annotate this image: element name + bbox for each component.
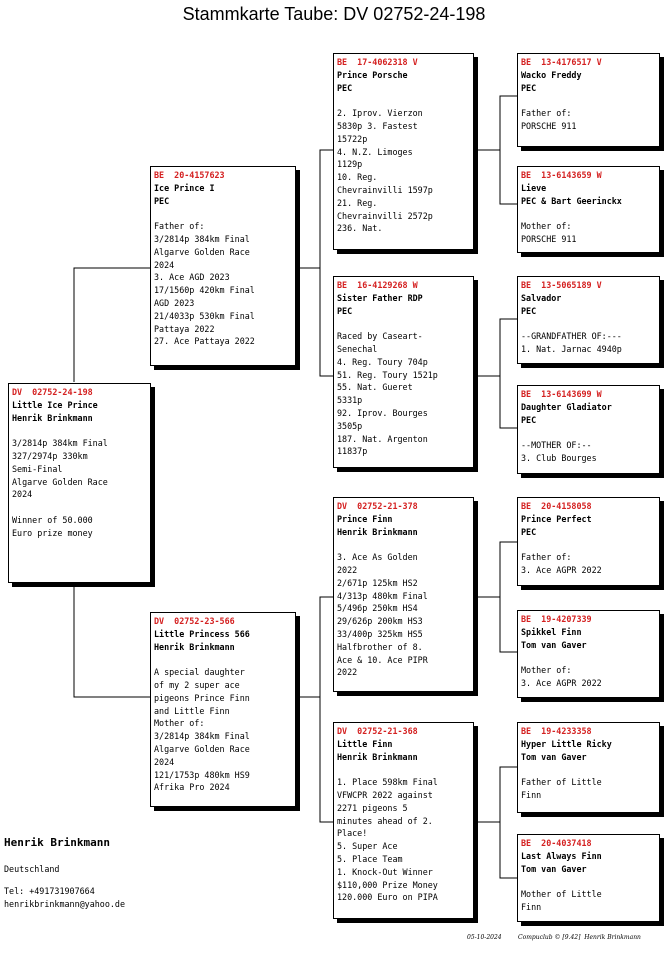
ring-number: BE 17-4062318 V [337,57,418,67]
ring-number: DV 02752-21-368 [337,726,418,736]
pigeon-owner: PEC [154,195,170,206]
ring-number: BE 20-4157623 [154,170,225,180]
pigeon-notes: A special daughter of my 2 super ace pigeons Prince Finn and Little Finn Mother of: 3/2814p 384km Final Algarve Golden Race 2024 121/1753p 480km HS9 Afrika Pro 2024 [154,667,250,793]
pigeon-name: Lieve [521,182,547,193]
pigeon-owner: PEC & Bart Geerinckx [521,195,622,206]
great-grandparent-mfm-card[interactable] [517,610,660,698]
pigeon-owner: PEC [521,526,537,537]
pigeon-name: Spikkel Finn [521,626,582,637]
paternal-grandfather-card[interactable] [333,53,474,250]
pigeon-name: Sister Father RDP [337,292,423,303]
mother-card[interactable] [150,612,296,807]
pigeon-notes: 3/2814p 384km Final 327/2974p 330km Semi-Final Algarve Golden Race 2024 Winner of 50.000 Euro prize money [12,438,108,538]
ring-number: BE 20-4158058 [521,501,592,511]
maternal-grandmother-card[interactable] [333,722,474,919]
pigeon-owner: PEC [337,305,353,316]
pigeon-name: Wacko Freddy [521,69,582,80]
pigeon-notes: Father of: 3/2814p 384km Final Algarve Golden Race 2024 3. Ace AGD 2023 17/1560p 420km Final AGD 2023 21/4033p 530km Final Pattaya 2022 27. Ace Pattaya 2022 [154,221,255,347]
pigeon-notes: Mother of: 3. Ace AGPR 2022 [521,665,602,688]
ring-number: BE 19-4207339 [521,614,592,624]
pigeon-owner: Henrik Brinkmann [154,641,235,652]
pigeon-name: Prince Finn [337,513,393,524]
ring-number: BE 20-4037418 [521,838,592,848]
pigeon-notes: Mother of Little Finn [521,889,602,912]
pigeon-notes: --GRANDFATHER OF:--- 1. Nat. Jarnac 4940p [521,331,622,354]
pigeon-name: Prince Porsche [337,69,408,80]
great-grandparent-mmm-card[interactable] [517,834,660,922]
breeder-country: Deutschland [4,864,60,874]
ring-number: DV 02752-23-566 [154,616,235,626]
ring-number: BE 13-6143659 W [521,170,602,180]
pigeon-owner: Tom van Gaver [521,751,587,762]
pigeon-owner: PEC [337,82,353,93]
pigeon-name: Ice Prince I [154,182,215,193]
pigeon-name: Salvador [521,292,562,303]
ring-number: BE 13-6143699 W [521,389,602,399]
pigeon-name: Prince Perfect [521,513,592,524]
pigeon-notes: 1. Place 598km Final VFWCPR 2022 against 2271 pigeons 5 minutes ahead of 2. Place! 5. Super Ace 5. Place Team 1. Knock-Out Winner $110,000 Prize Money 120.000 Euro on PIPA [337,777,438,903]
breeder-info [4,836,125,911]
pigeon-owner: Tom van Gaver [521,863,587,874]
pigeon-owner: PEC [521,414,537,425]
breeder-email: henrikbrinkmann@yahoo.de [4,899,126,909]
pigeon-owner: PEC [521,305,537,316]
ring-number: BE 13-5065189 V [521,280,602,290]
pigeon-owner: Henrik Brinkmann [337,526,418,537]
pigeon-owner: Tom van Gaver [521,639,587,650]
great-grandparent-fmf-card[interactable] [517,276,660,364]
ring-number: DV 02752-21-378 [337,501,418,511]
ring-number: DV 02752-24-198 [12,387,93,397]
pigeon-name: Last Always Finn [521,850,602,861]
great-grandparent-fmm-card[interactable] [517,385,660,474]
pigeon-owner: PEC [521,82,537,93]
pigeon-notes: Raced by Caseart- Senechal 4. Reg. Toury 704p 51. Reg. Toury 1521p 55. Nat. Gueret 5331p 92. Iprov. Bourges 3505p 187. Nat. Argenton 11837p [337,331,438,457]
pigeon-notes: Father of: 3. Ace AGPR 2022 [521,552,602,575]
pigeon-name: Little Princess 566 [154,628,250,639]
pigeon-notes: Father of Little Finn [521,777,602,800]
great-grandparent-mff-card[interactable] [517,497,660,586]
breeder-name: Henrik Brinkmann [4,836,110,849]
pigeon-notes: --MOTHER OF:-- 3. Club Bourges [521,440,597,463]
pigeon-name: Hyper Little Ricky [521,738,612,749]
pigeon-owner: Henrik Brinkmann [337,751,418,762]
breeder-phone: Tel: +491731907664 [4,886,95,896]
pigeon-notes: Father of: PORSCHE 911 [521,108,577,131]
father-card[interactable] [150,166,296,366]
pigeon-notes: 3. Ace As Golden 2022 2/671p 125km HS2 4/313p 480km Final 5/496p 250km HS4 29/626p 200km HS3 33/400p 325km HS5 Halfbrother of 8. Ace & 10. Ace PIPR 2022 [337,552,428,678]
ring-number: BE 16-4129268 W [337,280,418,290]
great-grandparent-mmf-card[interactable] [517,722,660,813]
great-grandparent-fff-card[interactable] [517,53,660,147]
pigeon-name: Little Finn [337,738,393,749]
ring-number: BE 13-4176517 V [521,57,602,67]
software-credit: Compuclub © [9.42] Henrik Brinkmann [518,934,641,941]
great-grandparent-ffm-card[interactable] [517,166,660,253]
paternal-grandmother-card[interactable] [333,276,474,468]
ring-number: BE 19-4233358 [521,726,592,736]
print-date: 05-10-2024 [467,934,502,941]
pigeon-notes: 2. Iprov. Vierzon 5830p 3. Fastest 15722p 4. N.Z. Limoges 1129p 10. Reg. Chevrainvilli 1597p 21. Reg. Chevrainvilli 2572p 236. Nat. [337,108,433,234]
maternal-grandfather-card[interactable] [333,497,474,692]
pigeon-name: Little Ice Prince [12,399,98,410]
subject-pigeon-card[interactable] [8,383,151,583]
pigeon-owner: Henrik Brinkmann [12,412,93,423]
pigeon-notes: Mother of: PORSCHE 911 [521,221,577,244]
page-title: Stammkarte Taube: DV 02752-24-198 [182,4,486,24]
pigeon-name: Daughter Gladiator [521,401,612,412]
